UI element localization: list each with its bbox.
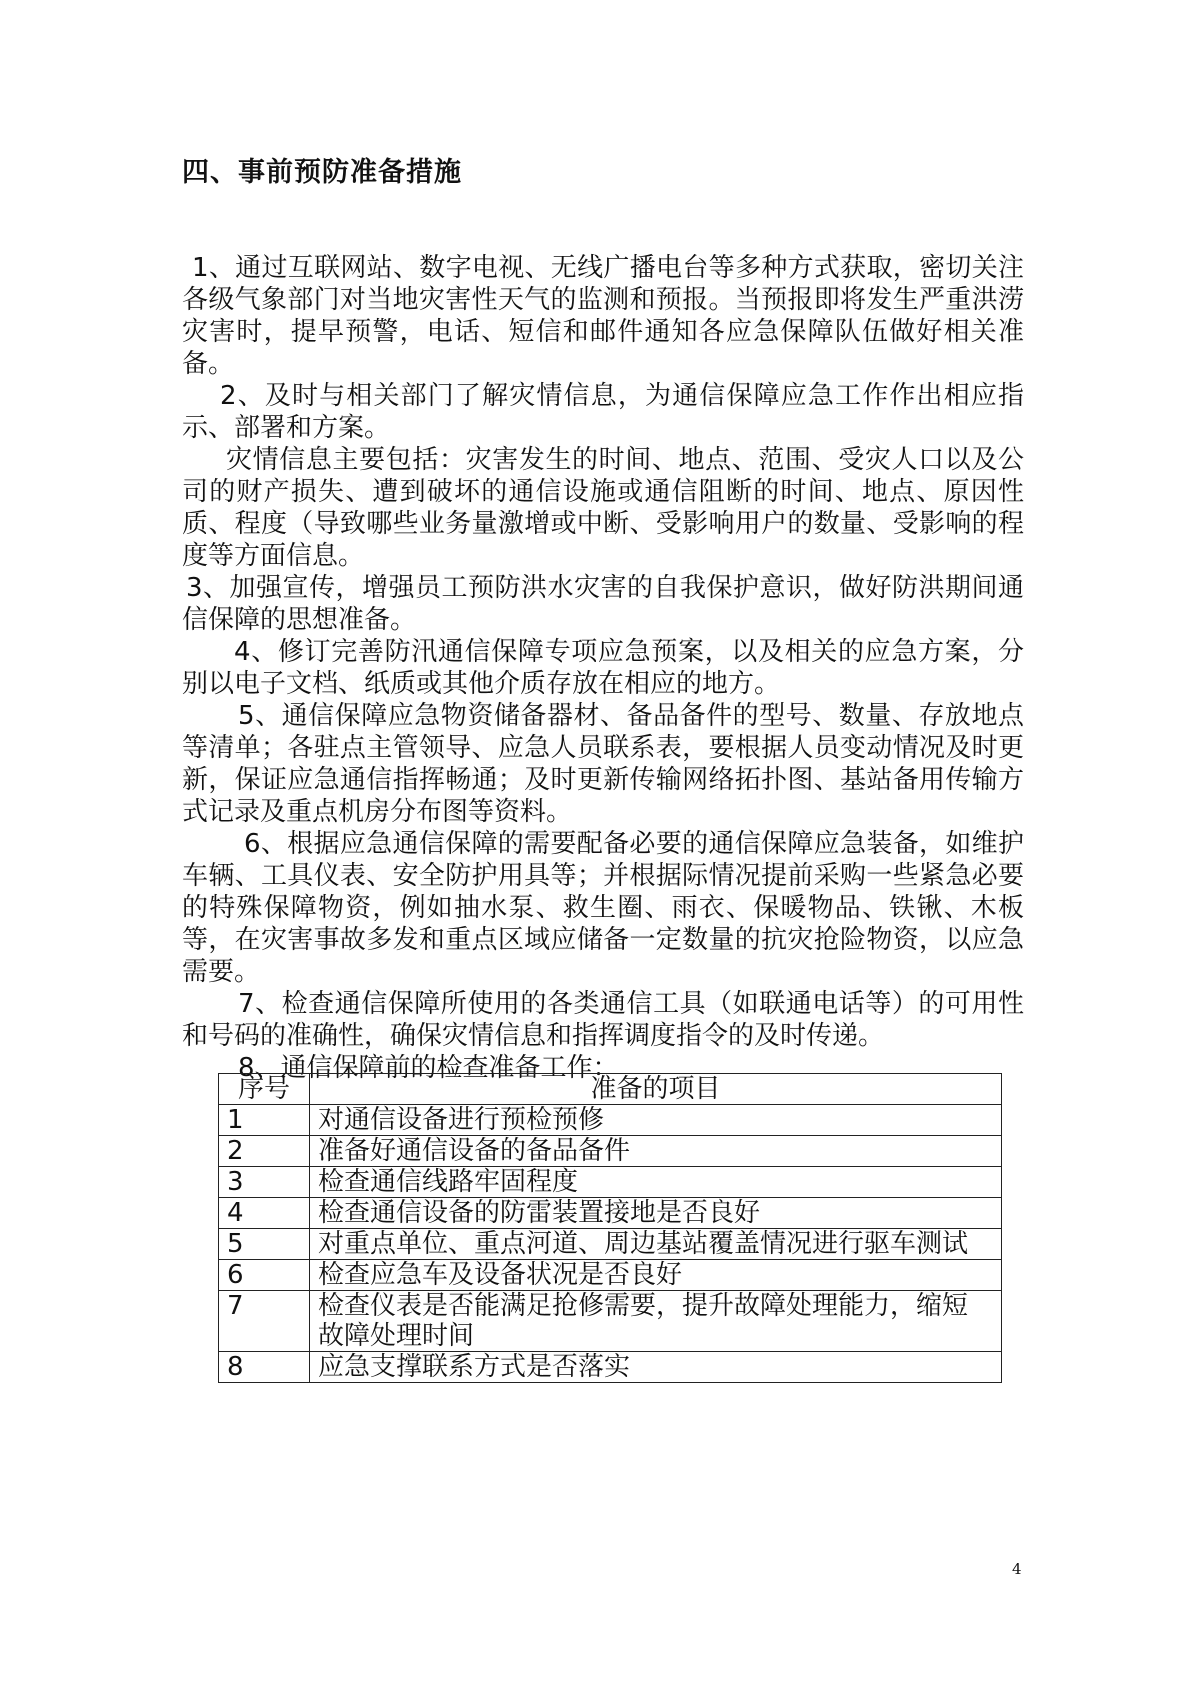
row-number: 2 — [219, 1136, 310, 1167]
row-number: 6 — [219, 1260, 310, 1291]
body-text — [182, 252, 1024, 1084]
paragraph-2: 2、及时与相关部门了解灾情信息，为通信保障应急工作作出相应指示、部署和方案。 — [182, 381, 1024, 443]
row-number: 5 — [219, 1229, 310, 1260]
page-number: 4 — [1012, 1560, 1022, 1578]
row-item: 准备好通信设备的备品备件 — [310, 1136, 1002, 1167]
paragraph-3: 3、加强宣传，增强员工预防洪水灾害的自我保护意识，做好防洪期间通信保障的思想准备。 — [182, 573, 1024, 635]
table-row — [219, 1260, 1002, 1291]
row-item: 对重点单位、重点河道、周边基站覆盖情况进行驱车测试 — [310, 1229, 1002, 1260]
row-number: 1 — [219, 1105, 310, 1136]
table-row — [219, 1291, 1002, 1352]
paragraph-disaster-info: 灾情信息主要包括：灾害发生的时间、地点、范围、受灾人口以及公司的财产损失、遭到破坏的通信设施或通信阻断的时间、地点、原因性质、程度（导致哪些业务量激增或中断、受影响用户的数量、受影响的程度等方面信息。 — [182, 445, 1024, 571]
row-number: 8 — [219, 1352, 310, 1383]
table-header-row — [219, 1074, 1002, 1105]
header-prep-item: 准备的项目 — [310, 1074, 1002, 1105]
table-row — [219, 1352, 1002, 1383]
row-item: 检查应急车及设备状况是否良好 — [310, 1260, 1002, 1291]
table-row — [219, 1167, 1002, 1198]
preparation-checklist-table — [218, 1073, 1002, 1383]
row-number: 4 — [219, 1198, 310, 1229]
row-item: 对通信设备进行预检预修 — [310, 1105, 1002, 1136]
paragraph-4: 4、修订完善防汛通信保障专项应急预案，以及相关的应急方案，分别以电子文档、纸质或其他介质存放在相应的地方。 — [182, 637, 1024, 699]
paragraph-6: 6、根据应急通信保障的需要配备必要的通信保障应急装备，如维护车辆、工具仪表、安全防护用具等；并根据际情况提前采购一些紧急必要的特殊保障物资，例如抽水泵、救生圈、雨衣、保暖物品、铁锹、木板等，在灾害事故多发和重点区域应储备一定数量的抗灾抢险物资，以应急需要。 — [182, 829, 1024, 987]
paragraph-8: 8、通信保障前的检查准备工作： — [238, 1053, 619, 1083]
row-item: 应急支撑联系方式是否落实 — [310, 1352, 1002, 1383]
row-item: 检查通信线路牢固程度 — [310, 1167, 1002, 1198]
table-row — [219, 1136, 1002, 1167]
row-number: 3 — [219, 1167, 310, 1198]
row-number: 7 — [219, 1291, 310, 1352]
paragraph-1: 1、通过互联网站、数字电视、无线广播电台等多种方式获取，密切关注各级气象部门对当地灾害性天气的监测和预报。当预报即将发生严重洪涝灾害时，提早预警，电话、短信和邮件通知各应急保障队伍做好相关准备。 — [182, 253, 1024, 379]
table-row — [219, 1105, 1002, 1136]
table-row — [219, 1229, 1002, 1260]
paragraph-7: 7、检查通信保障所使用的各类通信工具（如联通电话等）的可用性和号码的准确性，确保灾情信息和指挥调度指令的及时传递。 — [182, 989, 1024, 1051]
section-heading: 四、事前预防准备措施 — [182, 157, 462, 188]
row-item: 检查通信设备的防雷装置接地是否良好 — [310, 1198, 1002, 1229]
table-row — [219, 1198, 1002, 1229]
header-serial-number: 序号 — [219, 1074, 310, 1105]
paragraph-5: 5、通信保障应急物资储备器材、备品备件的型号、数量、存放地点等清单；各驻点主管领导、应急人员联系表，要根据人员变动情况及时更新，保证应急通信指挥畅通；及时更新传输网络拓扑图、基站备用传输方式记录及重点机房分布图等资料。 — [182, 701, 1024, 827]
row-item: 检查仪表是否能满足抢修需要，提升故障处理能力，缩短故障处理时间 — [310, 1291, 1002, 1352]
